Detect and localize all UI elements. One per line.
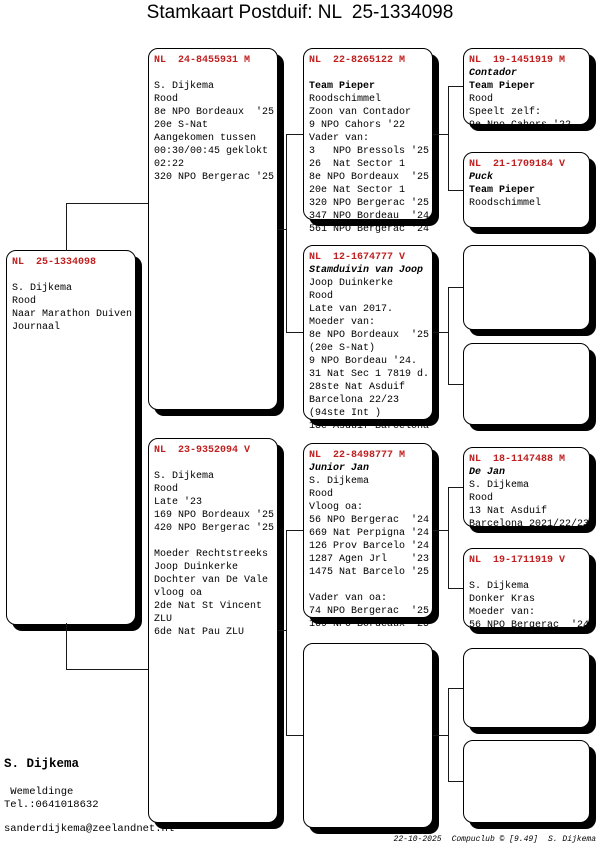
connector-line <box>286 332 303 333</box>
box-line: Joop Duinkerke <box>154 562 239 573</box>
box-line: Rood <box>12 296 37 307</box>
pedigree-box-greatgranddam-3 <box>463 548 590 631</box>
ring-number: NL 22-8265122 M <box>309 55 406 66</box>
connector-line <box>66 623 67 670</box>
box-line: 169 NPO Bordeaux '25 <box>309 619 430 630</box>
box-line: 13 Nat Asduif <box>469 506 548 517</box>
box-line: Junior Jan <box>309 463 370 474</box>
box-line: S. Dijkema <box>154 471 215 482</box>
ring-number: NL 18-1147488 M <box>469 454 566 465</box>
pedigree-box-empty <box>463 740 590 823</box>
pedigree-box-subject <box>6 250 136 625</box>
box-body <box>12 269 133 334</box>
box-line: 00:30/00:45 geklokt <box>154 146 269 157</box>
box-body <box>154 457 275 639</box>
box-body <box>309 462 430 631</box>
box-line <box>154 535 275 548</box>
ring-number: NL 23-9352094 V <box>154 445 251 456</box>
box-line: Moeder van: <box>309 317 376 328</box>
connector-line <box>66 203 67 251</box>
box-body <box>469 466 590 531</box>
box-body <box>309 67 430 236</box>
box-line: 9 NPO Bordeau '24. <box>309 356 418 367</box>
box-line: S. Dijkema <box>469 581 530 592</box>
box-line: 126 Prov Barcelo '24 <box>309 541 430 552</box>
box-line: Donker Kras <box>469 594 536 605</box>
box-line: (20e S-Nat) <box>309 343 376 354</box>
box-body <box>309 264 430 433</box>
connector-line <box>278 630 287 631</box>
ring-number: NL 19-1711919 V <box>469 555 566 566</box>
box-line: Zoon van Contador <box>309 107 412 118</box>
pedigree-box-empty <box>303 643 433 828</box>
box-line: S. Dijkema <box>469 480 530 491</box>
box-line: 8e NPO Bordeaux '25 <box>154 107 275 118</box>
box-line: 8e NPO Bordeaux '25 <box>309 172 430 183</box>
box-line: Moeder van: <box>469 607 536 618</box>
box-line: 169 NPO Bordeaux '25 <box>154 510 275 521</box>
footer-date: 22-10-2025 <box>393 835 442 844</box>
box-line: 26 Nat Sector 1 <box>309 159 406 170</box>
box-line: 20e Nat Sector 1 <box>309 185 406 196</box>
box-line: Late van 2017. <box>309 304 394 315</box>
pedigree-box-empty <box>463 343 590 425</box>
box-line: Team Pieper <box>469 81 536 92</box>
connector-line <box>286 530 303 531</box>
connector-line <box>448 487 463 488</box>
box-line: vloog oa <box>154 588 203 599</box>
box-line <box>154 457 275 470</box>
box-line: 20e S-Nat <box>154 120 209 131</box>
connector-line <box>433 735 449 736</box>
box-line: S. Dijkema <box>12 283 73 294</box>
connector-line <box>66 669 148 670</box>
connector-line <box>433 530 449 531</box>
connector-line <box>448 86 463 87</box>
connector-line <box>278 229 287 230</box>
box-line: Puck <box>469 172 494 183</box>
box-body <box>469 67 587 132</box>
box-line: 8e NPO Bordeaux '25 <box>309 330 430 341</box>
ring-number: NL 25-1334098 <box>12 257 97 268</box>
box-line: Rood <box>309 291 334 302</box>
connector-line <box>433 332 449 333</box>
box-body <box>154 67 275 184</box>
pedigree-box-dam <box>148 438 278 823</box>
box-line: Roodschimmel <box>469 198 542 209</box>
box-line: Team Pieper <box>309 81 376 92</box>
pedigree-box-greatgranddam-1 <box>463 152 590 228</box>
box-line: Speelt zelf: <box>469 107 542 118</box>
pedigree-box-greatgrandsire-3 <box>463 447 590 530</box>
ring-number: NL 12-1674777 V <box>309 252 406 263</box>
box-line: 561 NPO Bergerac '24 <box>309 224 430 235</box>
box-line: 347 NPO Bordeau '24 <box>309 211 430 222</box>
box-line: 31 Nat Sec 1 7819 d. <box>309 369 430 380</box>
box-line: Barcelona 22/23 <box>309 395 400 406</box>
box-line: Journaal <box>12 322 61 333</box>
connector-line <box>433 134 449 135</box>
box-body <box>469 567 590 632</box>
owner-city: Wemeldinge <box>4 786 74 798</box>
box-line: Barcelona 2021/22/23 <box>469 519 590 530</box>
box-line <box>154 67 275 80</box>
box-line: Rood <box>469 94 494 105</box>
box-line: S. Dijkema <box>309 476 370 487</box>
page-title: Stamkaart Postduif: NL 25-1334098 <box>146 2 454 23</box>
box-line: 56 NPO Bergerac '24 <box>469 620 590 631</box>
connector-line <box>448 781 463 782</box>
connector-line <box>448 287 463 288</box>
connector-line <box>286 530 287 736</box>
box-line: Roodschimmel <box>309 94 382 105</box>
box-line: ZLU <box>154 614 173 625</box>
owner-email: sanderdijkema@zeelandnet.nl <box>4 823 175 835</box>
pedigree-box-grandsire-maternal <box>303 443 433 630</box>
box-line: 320 NPO Bergerac '25 <box>154 172 275 183</box>
connector-line <box>286 134 287 333</box>
pedigree-box-empty <box>463 648 590 728</box>
box-line: 669 Nat Perpigna '24 <box>309 528 430 539</box>
box-body <box>469 171 587 210</box>
box-line: Rood <box>154 484 179 495</box>
box-line: 420 NPO Bergerac '25 <box>154 523 275 534</box>
connector-line <box>448 190 463 191</box>
box-line: 3 NPO Bressols '25 <box>309 146 430 157</box>
box-line: Rood <box>309 489 334 500</box>
connector-line <box>286 735 303 736</box>
pedigree-box-sire <box>148 48 278 410</box>
box-line: 2de Nat St Vincent <box>154 601 263 612</box>
box-line: Team Pieper <box>469 185 536 196</box>
box-line <box>309 579 430 592</box>
box-line: (94ste Int ) <box>309 408 382 419</box>
box-line: S. Dijkema <box>154 81 215 92</box>
box-line: De Jan <box>469 467 506 478</box>
ring-number: NL 19-1451919 M <box>469 55 566 66</box>
box-line: 02:22 <box>154 159 185 170</box>
connector-line <box>448 287 449 385</box>
box-line <box>12 269 133 282</box>
print-footer <box>384 835 596 844</box>
box-line: Moeder Rechtstreeks <box>154 549 269 560</box>
box-line: Stamduivin van Joop <box>309 265 424 276</box>
pedigree-box-greatgrandsire-1 <box>463 48 590 131</box>
box-line: 1475 Nat Barcelo '25 <box>309 567 430 578</box>
box-line: Vloog oa: <box>309 502 364 513</box>
footer-author: S. Dijkema <box>547 835 596 844</box>
box-line: Vader van: <box>309 133 370 144</box>
box-line: 13e Asduif Barcelona <box>309 421 430 432</box>
box-line: Late '23 <box>154 497 203 508</box>
box-line <box>309 67 430 80</box>
box-line: Aangekomen tussen <box>154 133 257 144</box>
connector-line <box>448 86 449 191</box>
pedigree-box-empty <box>463 245 590 330</box>
footer-app: Compuclub © [9.49] <box>451 835 538 844</box>
box-line: Naar Marathon Duiven <box>12 309 133 320</box>
box-line: Rood <box>154 94 179 105</box>
box-line <box>469 567 587 580</box>
box-line: Joop Duinkerke <box>309 278 394 289</box>
box-line: Contador <box>469 68 518 79</box>
box-line: Rood <box>469 493 494 504</box>
pedigree-box-granddam-paternal <box>303 245 433 432</box>
connector-line <box>448 588 463 589</box>
connector-line <box>448 688 463 689</box>
box-line: 9e Npo Cahors '22 <box>469 120 572 131</box>
box-line: 320 NPO Bergerac '25 <box>309 198 430 209</box>
box-line: 74 NPO Bergerac '25 <box>309 606 430 617</box>
ring-number: NL 21-1709184 V <box>469 159 566 170</box>
box-line: 1287 Agen Jrl '23 <box>309 554 430 565</box>
ring-number: NL 24-8455931 M <box>154 55 251 66</box>
box-line: 6de Nat Pau ZLU <box>154 627 245 638</box>
connector-line <box>286 134 303 135</box>
owner-phone: Tel.:0641018632 <box>4 799 99 811</box>
connector-line <box>448 384 463 385</box>
box-line: Vader van oa: <box>309 593 388 604</box>
box-line: Dochter van De Vale <box>154 575 269 586</box>
connector-line <box>448 487 449 589</box>
owner-name: S. Dijkema <box>4 757 80 771</box>
connector-line <box>66 203 148 204</box>
ring-number: NL 22-8498777 M <box>309 450 406 461</box>
box-line: 56 NPO Bergerac '24 <box>309 515 430 526</box>
pedigree-box-grandsire-paternal <box>303 48 433 235</box>
box-line: 9 NPO Cahors '22 <box>309 120 406 131</box>
box-line: 28ste Nat Asduif <box>309 382 406 393</box>
